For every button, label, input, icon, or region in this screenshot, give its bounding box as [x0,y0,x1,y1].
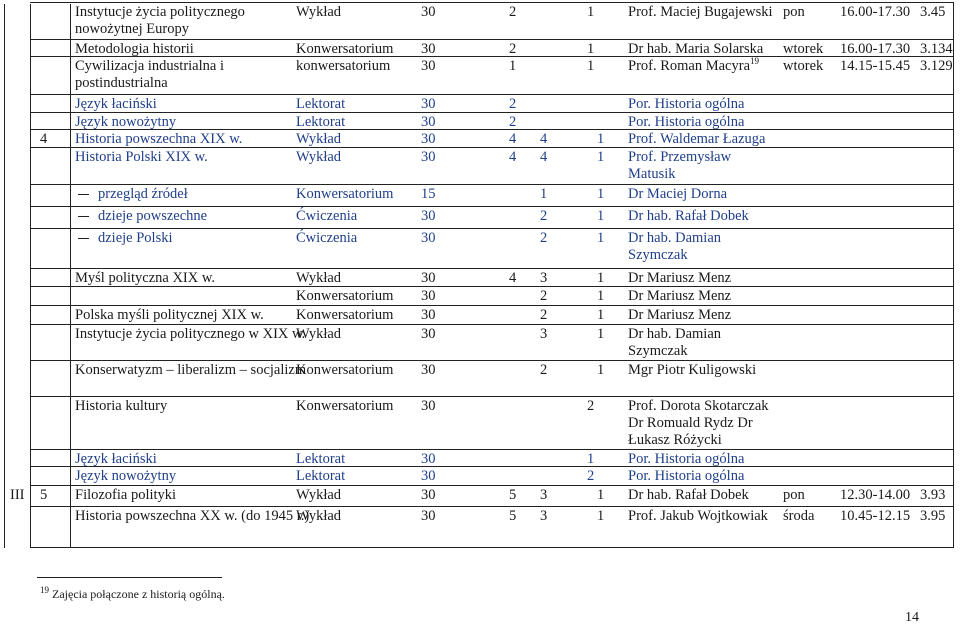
cell-a: Instytucje życia politycznego w XIX w. [75,326,306,342]
table-rule [30,324,953,325]
cell-e: 2 [540,208,548,224]
cell-h: 16.00-17.30 [840,41,911,57]
cell-f: Dr hab. Rafał Dobek [628,487,749,503]
cell-f: Por. Historia ogólna [628,451,745,467]
cell-f: Dr hab. Rafał Dobek [628,208,749,224]
cell-c: 30 [421,270,436,286]
cell-a: Historia powszechna XIX w. [75,131,243,147]
cell-a: Instytucje życia politycznego nowożytnej Europy [75,4,245,37]
cell-c: 30 [421,230,436,246]
cell-g: pon [783,487,805,503]
cell-b: Wykład [296,487,342,503]
cell-c: 30 [421,208,436,224]
cell-e: 2 [587,398,595,414]
cell-d: 5 [509,508,517,524]
cell-b: Lektorat [296,96,346,112]
table-rule [30,147,953,148]
cell-f: Dr hab. Damian Szymczak [628,230,722,263]
cell-f: Por. Historia ogólna [628,468,745,484]
cell-f: Dr Mariusz Menz [628,288,732,304]
cell-b: Konwersatorium [296,288,394,304]
cell-i: 3.129 [920,58,953,74]
cell-num: 4 [40,131,48,147]
cell-b: Wykład [296,149,342,165]
cell-b: Konwersatorium [296,362,394,378]
table-rule [30,39,953,40]
table-rule [30,466,953,467]
cell-b: Wykład [296,270,342,286]
table-rule [30,2,953,3]
cell-c: 30 [421,398,436,414]
cell-e2: 1 [597,487,605,503]
cell-a: Historia Polski XIX w. [75,149,208,165]
cell-d: 4 [509,149,517,165]
cell-e: 2 [540,362,548,378]
table-border [4,4,5,548]
cell-f: Dr Mariusz Menz [628,307,732,323]
cell-a: Język nowożytny [75,468,177,484]
cell-b: Konwersatorium [296,41,394,57]
cell-a: Język łaciński [75,96,157,112]
cell-f: Prof. Przemysław Matusik [628,149,732,182]
cell-e2: 1 [597,131,605,147]
cell-d: 4 [509,270,517,286]
table-border [953,2,954,548]
page-number: 14 [905,610,919,625]
cell-c: 15 [421,186,436,202]
cell-h: 12.30-14.00 [840,487,911,503]
cell-c: 30 [421,362,436,378]
cell-f: Por. Historia ogólna [628,114,745,130]
cell-g: wtorek [783,41,824,57]
cell-f: Prof. Jakub Wojtkowiak [628,508,768,524]
footnote-rule [37,577,222,578]
sub-item-dash [78,216,89,217]
table-rule [30,94,953,95]
cell-b: Ćwiczenia [296,208,358,224]
cell-a: przegląd źródeł [98,186,188,202]
table-rule [30,396,953,397]
table-rule [30,449,953,450]
cell-e: 3 [540,270,548,286]
cell-f: Dr hab. Maria Solarska [628,41,764,57]
footnote-ref: 19 [750,56,760,67]
cell-e2: 1 [597,230,605,246]
cell-c: 30 [421,4,436,20]
cell-e: 1 [587,4,595,20]
cell-d: 2 [509,114,517,130]
cell-a: dzieje powszechne [98,208,208,224]
cell-e: 4 [540,149,548,165]
cell-a: Historia powszechna XX w. (do 1945 r.) [75,508,310,524]
cell-e2: 1 [597,208,605,224]
cell-e: 3 [540,487,548,503]
cell-e: 2 [587,468,595,484]
cell-c: 30 [421,468,436,484]
cell-e: 1 [587,451,595,467]
table-rule [30,129,953,130]
cell-e2: 1 [597,362,605,378]
footnote-mark: 19 [40,585,49,595]
cell-f: Prof. Roman Macyra$^{19}$ [628,56,760,74]
table-rule [30,286,953,287]
cell-c: 30 [421,326,436,342]
cell-f: Prof. Waldemar Łazuga [628,131,766,147]
cell-e2: 1 [597,186,605,202]
sub-item-dash [78,194,89,195]
cell-c: 30 [421,307,436,323]
cell-b: Konwersatorium [296,398,394,414]
cell-b: Wykład [296,508,342,524]
cell-d: 2 [509,96,517,112]
cell-b: konwersatorium [296,58,391,74]
cell-a: dzieje Polski [98,230,173,246]
cell-f: Prof. Dorota Skotarczak Dr Romuald Rydz Dr Łukasz Różycki [628,398,769,448]
cell-d: 1 [509,58,517,74]
cell-e: 2 [540,288,548,304]
table-rule [30,268,953,269]
cell-g: pon [783,4,805,20]
cell-e: 2 [540,307,548,323]
cell-c: 30 [421,114,436,130]
sub-item-dash [78,238,89,239]
table-rule [30,206,953,207]
cell-d: 5 [509,487,517,503]
table-rule [30,360,953,361]
cell-a: Cywilizacja industrialna i postindustrialna [75,58,224,91]
table-rule [30,56,953,57]
cell-i: 3.134 [920,41,953,57]
cell-b: Wykład [296,131,342,147]
table-rule [30,305,953,306]
cell-b: Lektorat [296,451,346,467]
cell-c: 30 [421,451,436,467]
table-rule [30,112,953,113]
cell-b: Lektorat [296,114,346,130]
cell-h: 14.15-15.45 [840,58,911,74]
cell-f: Dr hab. Damian Szymczak [628,326,722,359]
cell-i: 3.95 [920,508,946,524]
cell-e2: 1 [597,270,605,286]
cell-e: 4 [540,131,548,147]
table-border [30,4,31,548]
cell-g: wtorek [783,58,824,74]
cell-i: 3.93 [920,487,946,503]
cell-e: 2 [540,230,548,246]
cell-e2: 1 [597,149,605,165]
cell-f: Prof. Maciej Bugajewski [628,4,773,20]
cell-d: 2 [509,4,517,20]
cell-b: Konwersatorium [296,307,394,323]
cell-a: Metodologia historii [75,41,194,57]
table-border [70,4,71,548]
cell-a: Język nowożytny [75,114,177,130]
cell-f: Dr Maciej Dorna [628,186,728,202]
cell-c: 30 [421,131,436,147]
cell-c: 30 [421,487,436,503]
cell-a: Filozofia polityki [75,487,177,503]
cell-e: 1 [587,58,595,74]
cell-b: Ćwiczenia [296,230,358,246]
cell-c: 30 [421,508,436,524]
table-rule [30,485,953,486]
cell-c: 30 [421,96,436,112]
cell-i: 3.45 [920,4,946,20]
cell-e2: 1 [597,307,605,323]
cell-c: 30 [421,58,436,74]
cell-h: 16.00-17.30 [840,4,911,20]
cell-f: Por. Historia ogólna [628,96,745,112]
cell-a: Historia kultury [75,398,168,414]
cell-e: 3 [540,508,548,524]
cell-f: Dr Mariusz Menz [628,270,732,286]
cell-e2: 1 [597,508,605,524]
table-rule [30,506,953,507]
cell-b: Lektorat [296,468,346,484]
table-rule [30,228,953,229]
cell-c: 30 [421,288,436,304]
table-rule [30,184,953,185]
cell-a: Myśl polityczna XIX w. [75,270,216,286]
cell-c: 30 [421,149,436,165]
table-rule [30,547,953,548]
cell-e: 3 [540,326,548,342]
cell-g: środa [783,508,815,524]
cell-c: 30 [421,41,436,57]
cell-e2: 1 [597,288,605,304]
cell-year: III [10,487,25,503]
cell-f: Mgr Piotr Kuligowski [628,362,757,378]
footnote-text: Zajęcia połączone z historią ogólną. [52,587,225,601]
cell-b: Wykład [296,4,342,20]
cell-b: Konwersatorium [296,186,394,202]
cell-num: 5 [40,487,48,503]
cell-e: 1 [587,41,595,57]
cell-d: 2 [509,41,517,57]
cell-a: Konserwatyzm – liberalizm – socjalizm [75,362,307,378]
cell-e2: 1 [597,326,605,342]
cell-h: 10.45-12.15 [840,508,911,524]
cell-e: 1 [540,186,548,202]
cell-a: Język łaciński [75,451,157,467]
cell-d: 4 [509,131,517,147]
cell-a: Polska myśli politycznej XIX w. [75,307,264,323]
cell-b: Wykład [296,326,342,342]
